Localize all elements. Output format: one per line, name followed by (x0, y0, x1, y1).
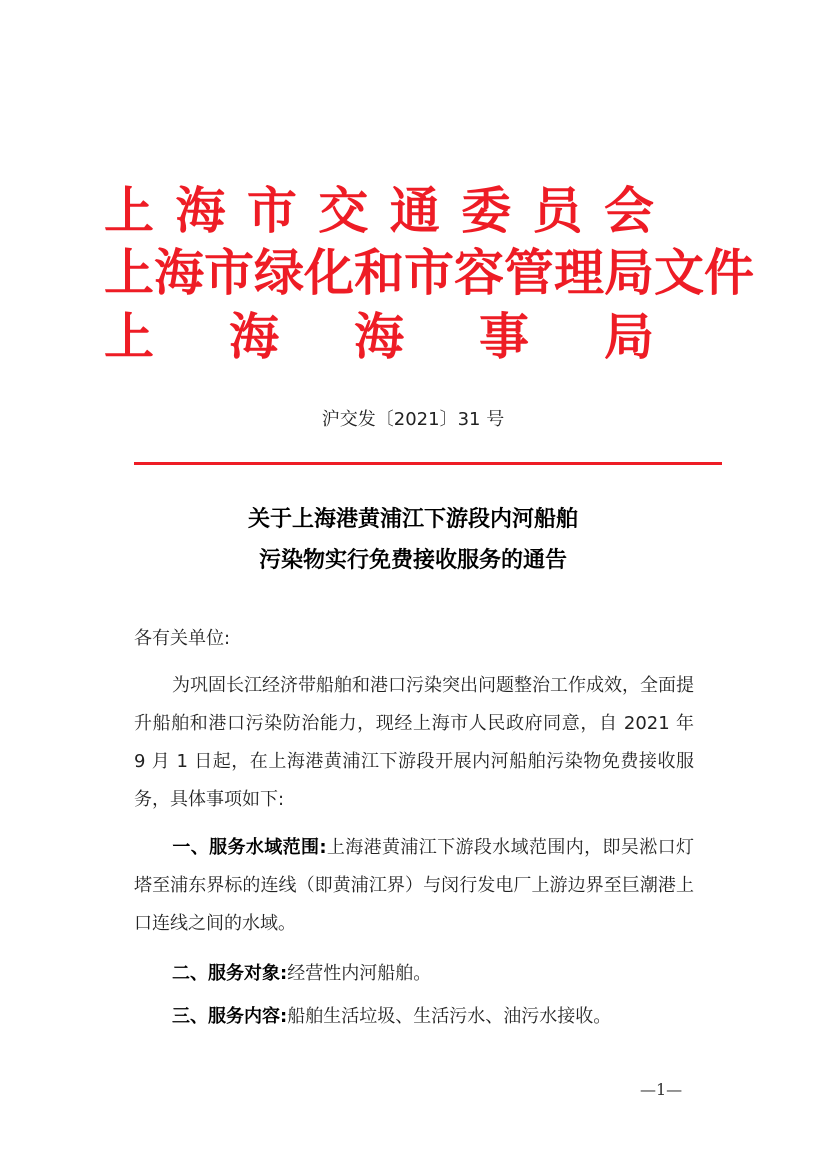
org-char: 海 (154, 243, 204, 302)
org-char: 交 (318, 181, 369, 240)
org-char: 海 (175, 181, 226, 240)
org-char: 绿 (254, 243, 304, 302)
notice-title-line-2: 污染物实行免费接收服务的通告 (258, 547, 567, 573)
issuing-org-shanghai-maritime-bureau (104, 306, 654, 368)
page-number: —1— (640, 1080, 683, 1099)
org-char: 理 (554, 243, 604, 302)
org-char: 市 (204, 243, 254, 302)
org-char: 海 (229, 307, 279, 366)
notice-title-line-1: 关于上海港黄浦江下游段内河船舶 (247, 506, 578, 532)
org-char: 事 (479, 307, 529, 366)
org-char: 委 (461, 181, 512, 240)
org-char: 上 (104, 243, 154, 302)
org-char: 容 (454, 243, 504, 302)
item-service-target-label: 二、服务对象: (172, 963, 288, 984)
org-char: 员 (532, 181, 583, 240)
issuing-org-shanghai-greening-bureau (104, 242, 754, 304)
red-separator-line (134, 462, 722, 465)
org-char: 局 (604, 307, 654, 366)
org-char: 上 (104, 307, 154, 366)
org-char: 通 (389, 181, 440, 240)
intro-paragraph-text: 为巩固长江经济带船舶和港口污染突出问题整治工作成效，全面提升船舶和港口污染防治能力，现经上海市人民政府同意，自 2021 年 9 月 1 日起，在上海港黄浦江下游段开展内河船舶污染物免费接收服务，具体事项如下: (134, 675, 694, 810)
item-service-target-text: 经营性内河船舶。 (287, 963, 432, 984)
issuing-org-shanghai-transport-commission (104, 180, 654, 242)
intro-paragraph (134, 667, 694, 819)
item-service-content-text: 船舶生活垃圾、生活污水、油污水接收。 (287, 1006, 612, 1027)
document-suffix: 文件 (654, 243, 754, 302)
org-char: 化 (304, 243, 354, 302)
document-number: 沪交发〔2021〕31 号 (321, 409, 505, 430)
org-char: 海 (354, 307, 404, 366)
org-char: 市 (404, 243, 454, 302)
item-service-area (134, 829, 694, 943)
salutation: 各有关单位: (134, 628, 231, 649)
org-char: 管 (504, 243, 554, 302)
item-service-area-text: 上海港黄浦江下游段水域范围内，即吴淞口灯塔至浦东界标的连线（即黄浦江界）与闵行发电厂上游边界至巨潮港上口连线之间的水域。 (134, 837, 695, 934)
org-char: 和 (354, 243, 404, 302)
org-char: 局 (604, 243, 654, 302)
org-char: 上 (104, 181, 154, 240)
item-service-area-label: 一、服务水域范围: (172, 837, 327, 858)
item-service-content (134, 998, 694, 1036)
org-char: 会 (603, 181, 654, 240)
org-char: 市 (246, 181, 297, 240)
item-service-target (134, 955, 694, 993)
item-service-content-label: 三、服务内容: (172, 1006, 288, 1027)
